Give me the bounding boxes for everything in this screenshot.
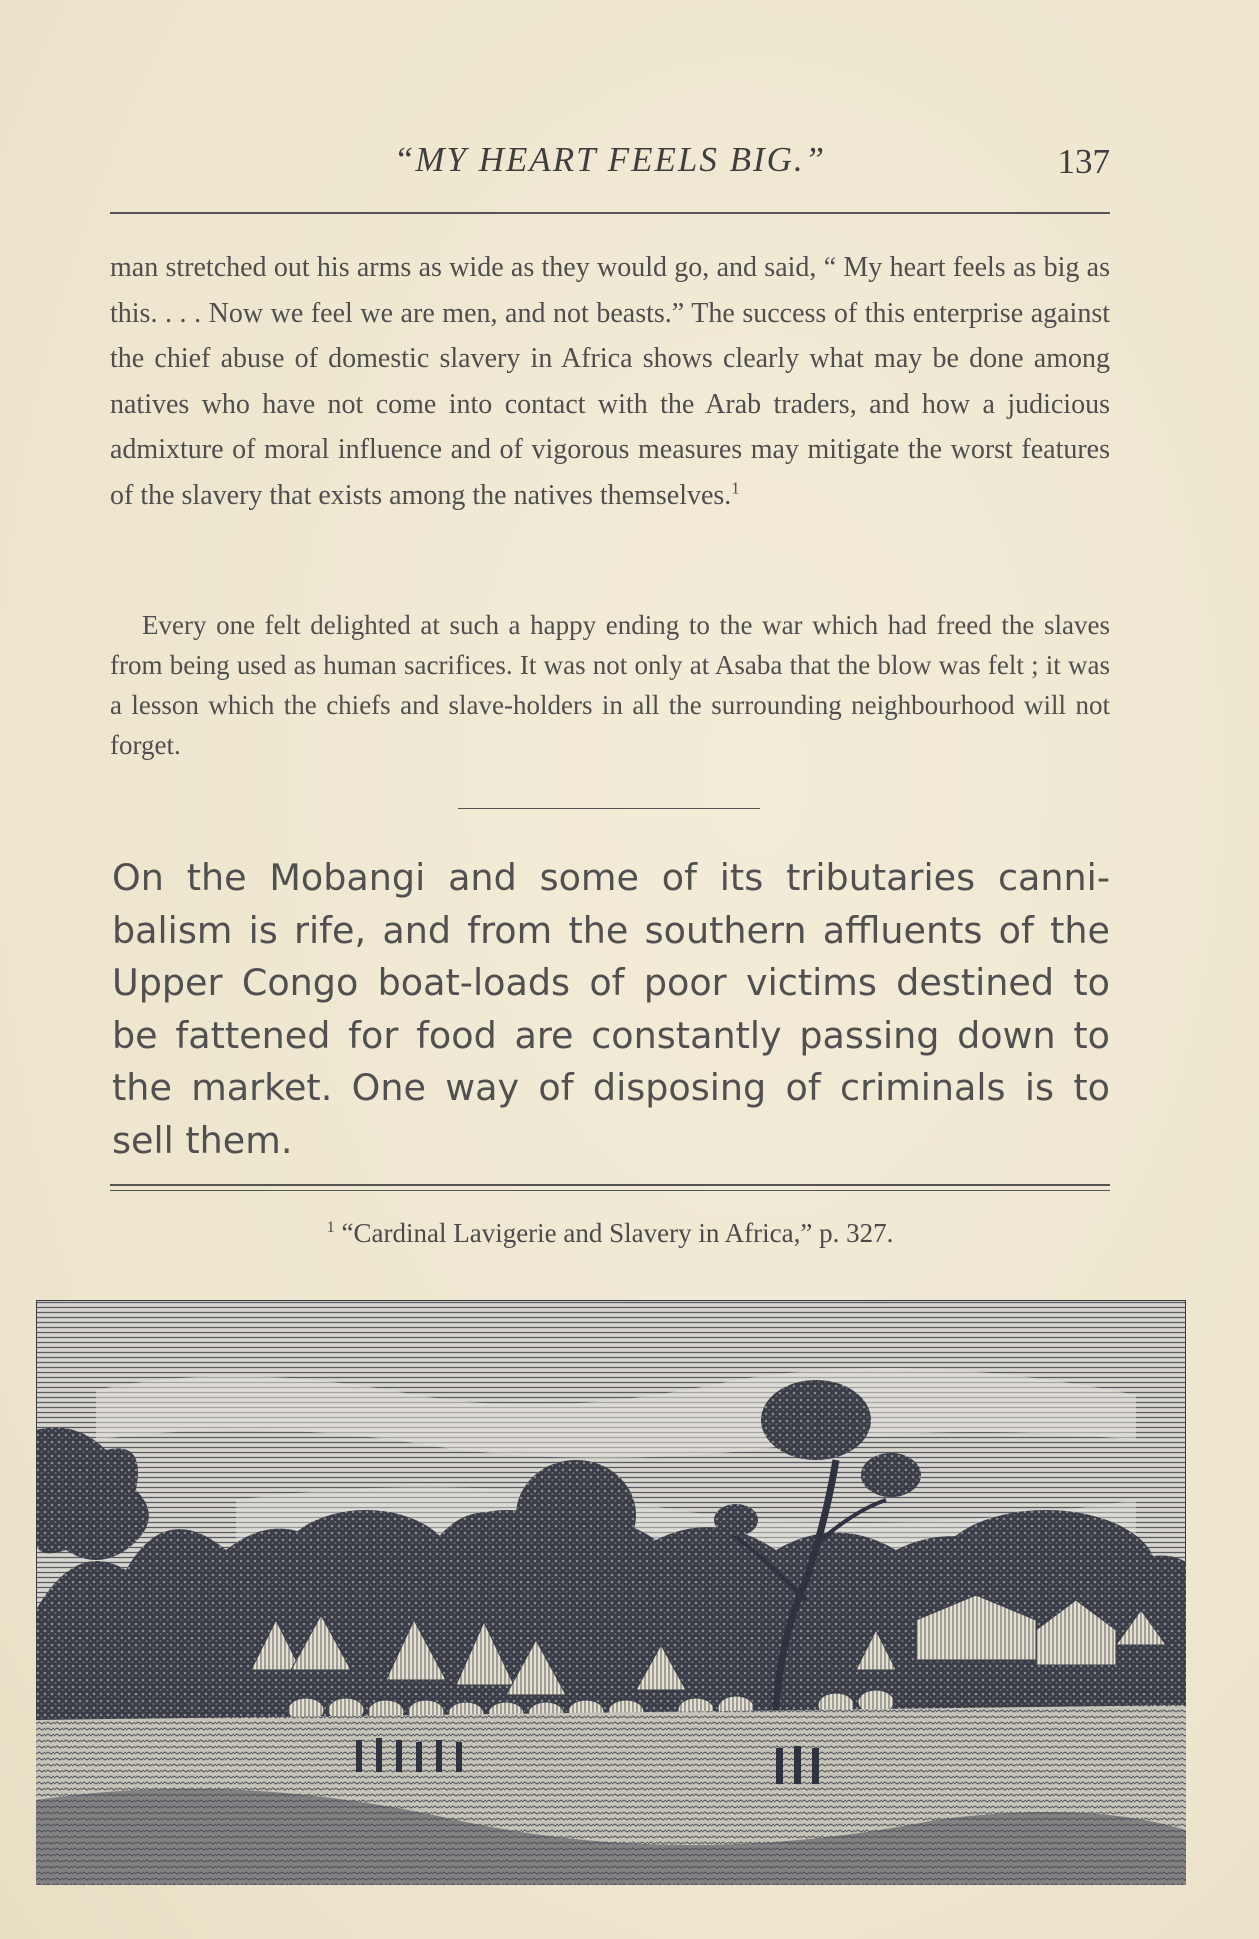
footnote: [110, 1218, 1110, 1249]
section-divider: [458, 808, 760, 809]
page-number: 137: [1057, 142, 1110, 181]
footnote-reference: 1: [731, 478, 740, 498]
header-rule: [110, 212, 1110, 214]
paragraph-2: Every one felt delighted at such a happy ending to the war which had freed the slaves from being used as human sacrifices. It was not only at Asaba that the blow was felt ; it was a lesson which the chiefs and slave-holders in all the surrounding neighbourhood will not forget.: [110, 610, 1110, 760]
running-title: “MY HEART FEELS BIG.”: [393, 140, 827, 179]
footnote-rule-bottom: [110, 1190, 1110, 1191]
figures-right: [776, 1746, 819, 1784]
paragraph-1: [110, 245, 1110, 519]
footnote-text: “Cardinal Lavigerie and Slavery in Africa,” p. 327.: [341, 1218, 894, 1248]
village-engraving: [36, 1300, 1186, 1885]
inserted-paragraph: On the Mobangi and some of its tributaries cannibalism is rife, and from the southern affluents of the Upper Congo boat-loads of poor victims destined to be fattened for food are constantly passing down to the market. One way of disposing of criminals is to sell them.: [112, 856, 1110, 1162]
running-head: [110, 140, 1110, 190]
paragraph-1-text: man stretched out his arms as wide as they would go, and said, “ My heart feels as big as this. . . . Now we feel we are men, and not beasts.” The success of this enterprise against the chief abuse of domestic slavery in Africa shows clearly what may be done among natives who have not come into contact with the Arab traders, and how a judicious admixture of moral influence and of vigorous measures may mitigate the worst features of the slavery that exists among the natives themselves.: [110, 252, 1110, 511]
footnote-rule-top: [110, 1184, 1110, 1186]
footnote-marker: 1: [326, 1218, 335, 1236]
